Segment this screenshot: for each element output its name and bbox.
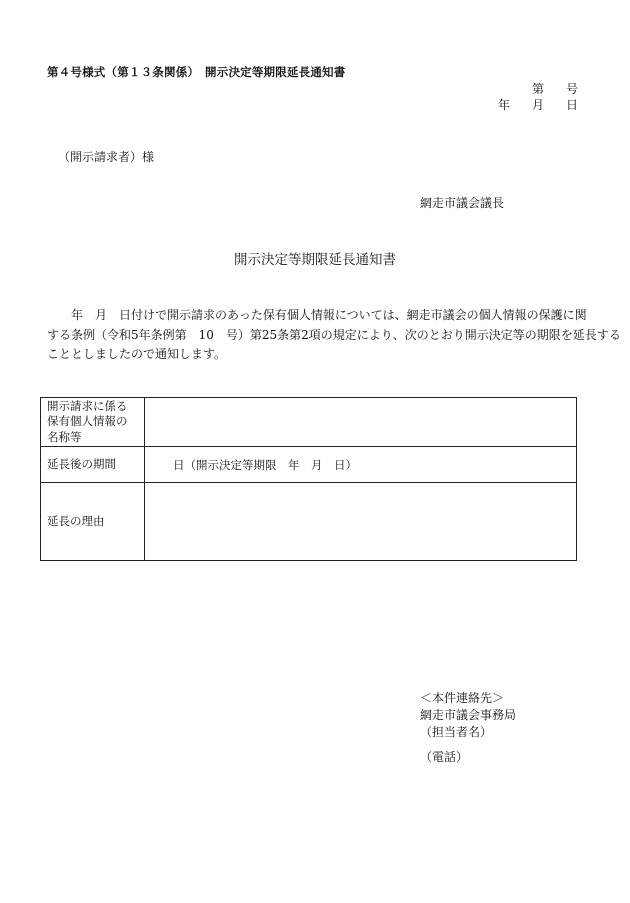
contact-person: （担当者名） (420, 725, 493, 739)
document-number-prefix: 第 (531, 82, 544, 96)
contact-phone: （電話） (420, 750, 469, 764)
row-value-information-name (145, 398, 577, 447)
document-number-suffix: 号 (565, 82, 578, 96)
document-date (498, 96, 578, 113)
contact-block (420, 690, 516, 766)
body-line: 年 月 日付けで開示請求のあった保有個人情報については、網走市議会の個人情報の保護に関 (47, 308, 587, 322)
label-line: 開示請求に係る (47, 398, 128, 413)
row-value-extended-period: 日（開示決定等期限 年 月 日） (145, 447, 577, 483)
label-line: 保有個人情報の (47, 414, 128, 429)
sender: 網走市議会議長 (420, 196, 505, 210)
contact-heading: ＜本件連絡先＞ (420, 691, 505, 705)
row-label-extension-reason (41, 483, 145, 561)
label-line: 延長後の期間 (47, 456, 116, 471)
row-label-extended-period (41, 447, 145, 483)
body-paragraph (47, 306, 621, 365)
label-line: 名称等 (47, 429, 82, 444)
table-row (41, 447, 577, 483)
details-table (40, 397, 577, 561)
body-line: する条例（令和5年条例第 10 号）第25条第2項の規定により、次のとおり開示決定等の期限を延長する (47, 327, 621, 342)
addressee: （開示請求者）様 (58, 150, 155, 164)
table-row (41, 483, 577, 561)
document-number (532, 80, 578, 97)
date-day: 日 (565, 98, 578, 112)
document-title: 開示決定等期限延長通知書 (234, 252, 396, 268)
table-row (41, 398, 577, 447)
form-number-label: 第４号様式（第１３条関係） 開示決定等期限延長通知書 (47, 65, 346, 79)
label-line: 延長の理由 (47, 513, 105, 528)
body-line: こととしましたので通知します。 (47, 347, 227, 361)
contact-office: 網走市議会事務局 (420, 708, 517, 722)
row-value-extension-reason (145, 483, 577, 561)
row-label-information-name (41, 398, 145, 447)
date-month: 月 (531, 98, 544, 112)
date-year: 年 (497, 98, 510, 112)
